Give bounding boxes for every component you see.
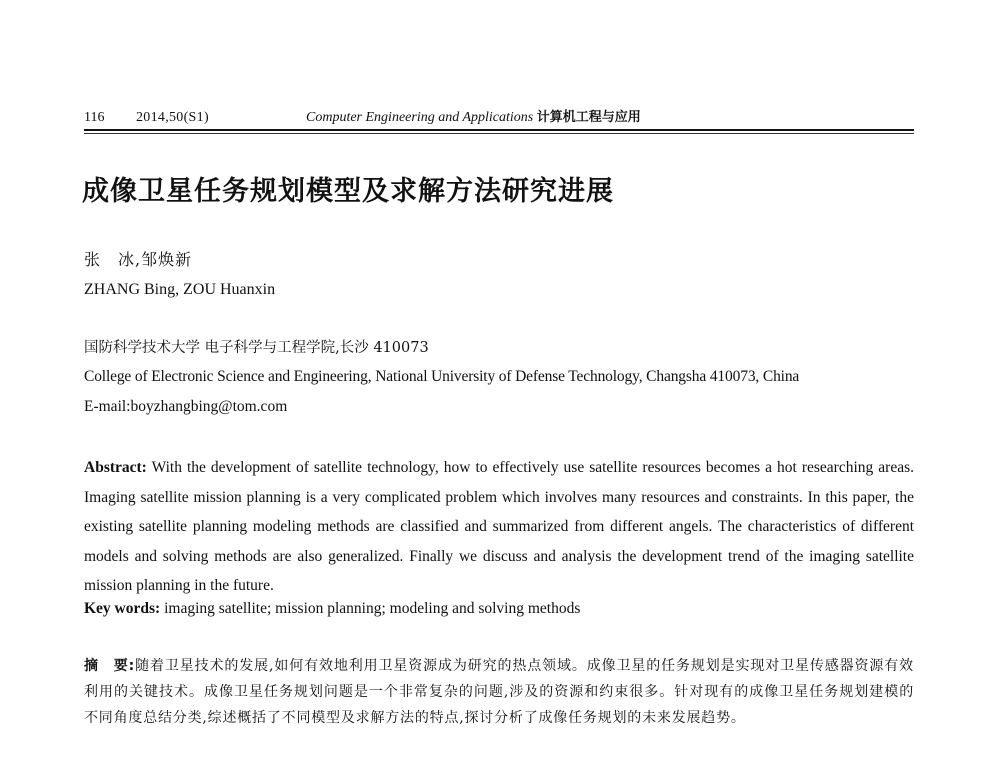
keywords-text: imaging satellite; mission planning; modeling and solving methods (164, 600, 581, 617)
affiliation-cn: 国防科学技术大学 电子科学与工程学院,长沙 410073 (84, 340, 429, 356)
keywords-en (84, 598, 914, 620)
authors-cn: 张 冰,邹焕新 (84, 250, 193, 269)
header-rule-thin (84, 133, 914, 134)
abstract-cn (84, 653, 914, 731)
abstract-en (84, 453, 914, 601)
journal-name-en: Computer Engineering and Applications (306, 110, 534, 125)
affiliation-en: College of Electronic Science and Engineering, National University of Defense Technology, Changsha 410073, China (84, 368, 800, 385)
abstract-cn-text: 随着卫星技术的发展,如何有效地利用卫星资源成为研究的热点领域。成像卫星的任务规划是实现对卫星传感器资源有效利用的关键技术。成像卫星任务规划问题是一个非常复杂的问题,涉及的资源和约束很多。针对现有的成像卫星任务规划建模的不同角度总结分类,综述概括了不同模型及求解方法的特点,探讨分析了成像任务规划的未来发展趋势。 (84, 658, 914, 726)
journal-name (306, 107, 641, 129)
header-rule-thick (84, 129, 914, 131)
running-header (84, 107, 914, 129)
journal-name-cn: 计算机工程与应用 (536, 110, 641, 125)
authors-en: ZHANG Bing, ZOU Huanxin (84, 281, 276, 298)
keywords-label: Key words: (84, 600, 161, 617)
paper-title: 成像卫星任务规划模型及求解方法研究进展 (82, 176, 614, 207)
issue-info: 2014,50(S1) (136, 110, 209, 125)
page-number: 116 (84, 110, 105, 125)
abstract-label: Abstract: (84, 459, 147, 476)
abstract-cn-label: 摘 要: (84, 658, 136, 674)
abstract-text: With the development of satellite technology, how to effectively use satellite resources becomes a hot researching areas. Imaging satellite mission planning is a very complicated problem which involves many resources and constraints. In this paper, the existing satellite planning modeling methods are classified and summarized from different angels. The characteristics of different models and solving methods are also generalized. Finally we discuss and analysis the development trend of the imaging satellite mission planning in the future. (84, 459, 914, 594)
author-email: E-mail:boyzhangbing@tom.com (84, 398, 288, 415)
